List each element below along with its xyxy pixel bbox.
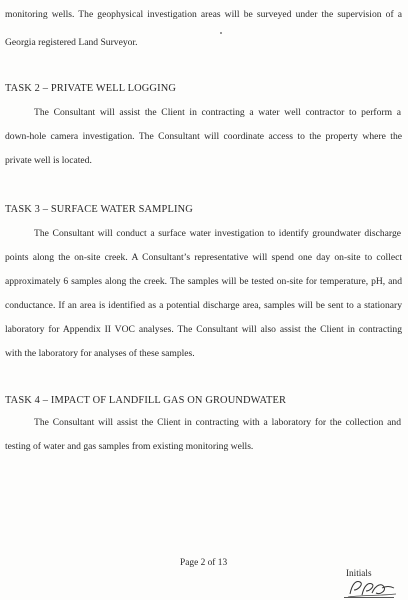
body-text-line: points along the on-site creek. A Consultant’s representative will spend one day on-site to collect (5, 252, 402, 263)
body-text-line: testing of water and gas samples from existing monitoring wells. (5, 441, 254, 452)
body-text-line: Georgia registered Land Surveyor. (5, 37, 138, 48)
body-text-line: conductance. If an area is identified as a potential discharge area, samples will be sent to a stationary (5, 300, 402, 311)
task-2-heading: TASK 2 – PRIVATE WELL LOGGING (5, 83, 177, 94)
body-text-line: down-hole camera investigation. The Consultant will coordinate access to the property where the (5, 131, 402, 142)
task-4-heading: TASK 4 – IMPACT OF LANDFILL GAS ON GROUNDWATER (5, 395, 287, 406)
body-text-line: monitoring wells. The geophysical investigation areas will be surveyed under the supervision of a (5, 9, 402, 20)
task-3-heading: TASK 3 – SURFACE WATER SAMPLING (5, 204, 193, 215)
body-text-line: laboratory for Appendix II VOC analyses. The Consultant will also assist the Client in contracting (5, 324, 402, 335)
body-text-line: with the laboratory for analyses of these samples. (5, 348, 195, 359)
body-text-line: The Consultant will assist the Client in contracting with a laboratory for the collection and (34, 417, 401, 428)
scan-speck (220, 32, 222, 34)
initials-label: Initials (346, 568, 372, 578)
initials-signature-line (344, 597, 394, 598)
body-text-line: approximately 6 samples along the creek. The samples will be tested on-site for temperature, pH, and (5, 276, 402, 287)
body-text-line: The Consultant will conduct a surface water investigation to identify groundwater discharge (34, 228, 401, 239)
body-text-line: private well is located. (5, 155, 92, 166)
body-text-line: The Consultant will assist the Client in contracting a water well contractor to perform a (34, 107, 401, 118)
page-number: Page 2 of 13 (180, 558, 228, 568)
